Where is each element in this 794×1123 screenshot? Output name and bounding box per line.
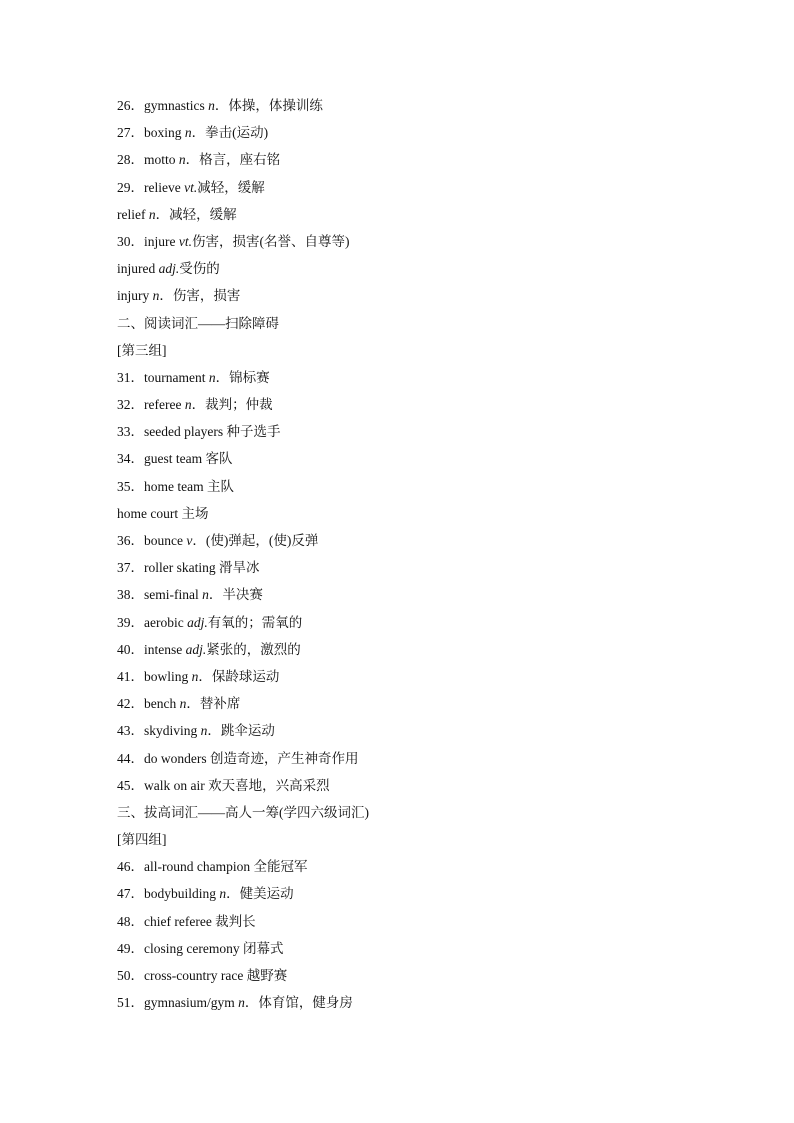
vocab-entry	[117, 146, 717, 173]
entry-definition: ．半决赛	[208, 587, 263, 603]
group-title: [第四组]	[117, 832, 167, 848]
part-of-speech: v	[186, 533, 193, 548]
part-of-speech: vt.	[178, 233, 192, 249]
vocab-entry	[117, 119, 717, 146]
vocab-entry	[117, 228, 717, 255]
vocab-entry	[117, 880, 717, 907]
entry-text: 38．semi-final	[117, 587, 203, 603]
entry-definition: ．体操，体操训练	[214, 98, 323, 113]
vocab-entry	[117, 418, 717, 445]
vocab-entry	[117, 445, 717, 472]
vocab-entry	[117, 908, 717, 935]
entry-text: 50．cross-country race 越野赛	[117, 968, 288, 983]
vocab-entry	[117, 663, 717, 690]
part-of-speech: n	[191, 668, 199, 684]
entry-text: 40．intense	[117, 641, 186, 657]
vocab-entry	[117, 201, 717, 228]
entry-text: 33．seeded players 种子选手	[117, 424, 281, 440]
entry-text: 35．home team 主队	[117, 478, 234, 494]
entry-definition: ．保龄球运动	[198, 668, 280, 684]
vocab-entry	[117, 717, 717, 744]
vocab-entry	[117, 772, 717, 799]
vocab-entry	[117, 636, 717, 663]
entry-text: 46．all-round champion 全能冠军	[117, 859, 308, 875]
part-of-speech: n	[184, 125, 192, 141]
entry-definition: ．跳伞运动	[207, 723, 275, 739]
part-of-speech: n	[219, 886, 227, 902]
vocab-entry	[117, 500, 717, 527]
vocab-entry	[117, 473, 717, 500]
entry-definition: 减轻，缓解	[197, 179, 265, 195]
part-of-speech: n	[184, 397, 192, 413]
entry-definition: ．减轻，缓解	[155, 206, 237, 222]
group-heading	[117, 337, 717, 364]
group-title: [第三组]	[117, 342, 167, 358]
section-heading	[117, 310, 717, 337]
entry-definition: 伤害，损害(名誉、自尊等)	[192, 233, 350, 249]
entry-text: 48．chief referee 裁判长	[117, 913, 256, 929]
part-of-speech: n	[200, 723, 208, 739]
entry-text: 39．aerobic	[117, 614, 188, 630]
vocab-entry	[117, 935, 717, 962]
entry-text: 36．bounce	[117, 533, 187, 548]
vocab-entry	[117, 282, 717, 309]
vocab-entry	[117, 609, 717, 636]
vocab-entry	[117, 554, 717, 581]
entry-definition: 紧张的，激烈的	[206, 641, 301, 657]
entry-text: relief	[117, 206, 149, 222]
vocab-entry	[117, 581, 717, 608]
part-of-speech: n	[179, 696, 187, 712]
entry-definition: ．体育馆，健身房	[244, 995, 353, 1011]
section-title: 二、阅读词汇——扫除障碍	[117, 315, 279, 331]
entry-text: home court 主场	[117, 505, 209, 521]
entry-definition: 有氧的；需氧的	[207, 614, 303, 630]
entry-text: 45．walk on air 欢天喜地，兴高采烈	[117, 777, 330, 793]
entry-text: 28．motto	[117, 152, 179, 168]
group-heading	[117, 826, 717, 853]
entry-text: 31．tournament	[117, 369, 209, 385]
entry-text: 26．gymnastics	[117, 98, 209, 113]
entry-text: injury	[117, 288, 153, 304]
vocab-entry	[117, 92, 717, 119]
part-of-speech: adj.	[187, 614, 208, 630]
section-heading	[117, 799, 717, 826]
vocab-entry	[117, 853, 717, 880]
part-of-speech: vt.	[184, 179, 198, 195]
vocab-entry	[117, 962, 717, 989]
entry-text: 47．bodybuilding	[117, 886, 220, 902]
entry-definition: ．裁判；仲裁	[191, 397, 273, 413]
part-of-speech: n	[152, 288, 160, 304]
entry-text: 34．guest team 客队	[117, 451, 233, 467]
entry-text: injured	[117, 261, 159, 277]
entry-definition: ．伤害，损害	[159, 288, 241, 304]
entry-text: 32．referee	[117, 397, 185, 413]
entry-text: 44．do wonders 创造奇迹，产生神奇作用	[117, 750, 359, 766]
vocab-entry	[117, 255, 717, 282]
vocab-entry	[117, 989, 717, 1016]
entry-text: 37．roller skating 滑旱冰	[117, 560, 260, 576]
entry-text: 41．bowling	[117, 668, 192, 684]
entry-text: 29．relieve	[117, 179, 185, 195]
entry-definition: ．替补席	[186, 696, 241, 712]
part-of-speech: n	[178, 152, 186, 168]
vocab-entry	[117, 527, 717, 554]
part-of-speech: adj.	[185, 641, 207, 657]
part-of-speech: adj.	[158, 261, 180, 277]
entry-definition: ．拳击(运动)	[191, 125, 269, 141]
vocab-entry	[117, 391, 717, 418]
entry-definition: ．(使)弹起，(使)反弹	[192, 533, 319, 548]
vocab-entry	[117, 745, 717, 772]
entry-text: 49．closing ceremony 闭幕式	[117, 940, 284, 956]
vocabulary-list	[117, 92, 717, 1016]
entry-text: 42．bench	[117, 696, 180, 712]
entry-definition: 受伤的	[179, 261, 220, 277]
vocab-entry	[117, 174, 717, 201]
part-of-speech: n	[208, 98, 215, 113]
vocab-entry	[117, 364, 717, 391]
entry-definition: ．健美运动	[226, 886, 294, 902]
entry-text: 27．boxing	[117, 125, 185, 141]
entry-text: 43．skydiving	[117, 723, 201, 739]
entry-definition: ．锦标赛	[215, 369, 270, 385]
section-title: 三、拔高词汇——高人一筹(学四六级词汇)	[117, 804, 369, 820]
part-of-speech: n	[148, 206, 156, 222]
part-of-speech: n	[202, 587, 209, 603]
part-of-speech: n	[208, 369, 216, 385]
entry-text: 51．gymnasium/gym	[117, 995, 239, 1011]
part-of-speech: n	[238, 995, 245, 1011]
entry-definition: ．格言，座右铭	[185, 152, 281, 168]
vocab-entry	[117, 690, 717, 717]
entry-text: 30．injure	[117, 233, 179, 249]
